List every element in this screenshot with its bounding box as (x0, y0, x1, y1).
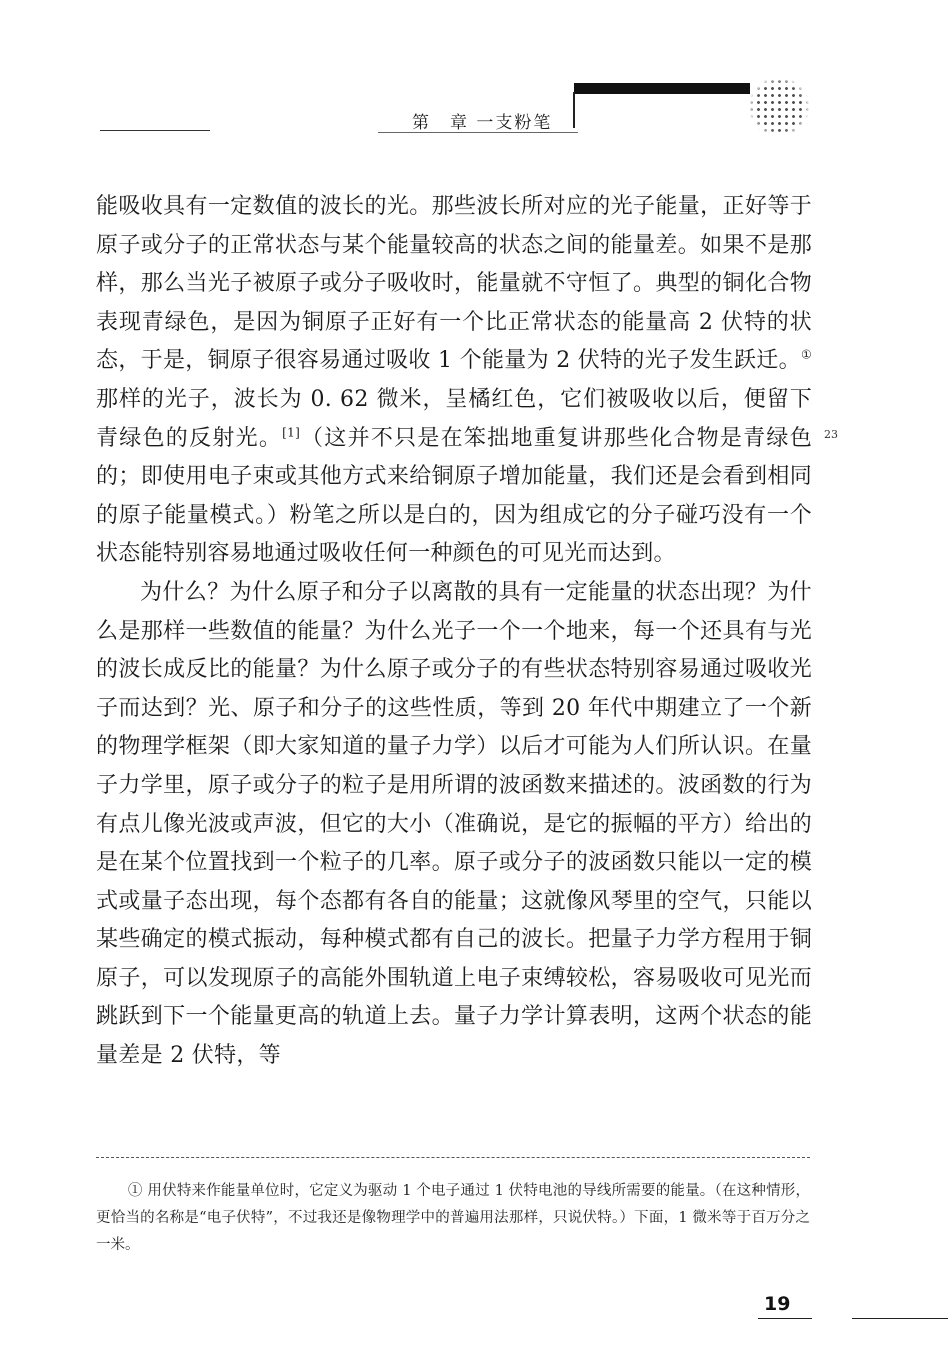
footnote (96, 1178, 810, 1259)
paragraph-1-part-b: 那样的光子，波长为 0. 62 微米，呈橘红色，它们被吸收以后，便留下青绿色的反射光。 (96, 386, 812, 451)
page-edge-rule (852, 1318, 948, 1319)
margin-page-number: 23 (824, 428, 838, 441)
footnote-text: ① 用伏特来作能量单位时，它定义为驱动 1 个电子通过 1 伏特电池的导线所需要的能量。（在这种情形，更恰当的名称是“电子伏特”，不过我还是像物理学中的普遍用法那样，只说伏特。）下面，1 微米等于百万分之一米。 (96, 1183, 810, 1253)
body-text (96, 188, 812, 1076)
page-number: 19 (764, 1293, 791, 1315)
paragraph-1-part-a: 能吸收具有一定数值的波长的光。那些波长所对应的光子能量，正好等于原子或分子的正常状态与某个能量较高的状态之间的能量差。如果不是那样，那么当光子被原子或分子吸收时，能量就不守恒了。典型的铜化合物表现青绿色，是因为铜原子正好有一个比正常状态的能量高 2 伏特的状态，于是，铜原子很容易通过吸收 1 个能量为 2 伏特的光子发生跃迁。 (96, 194, 812, 374)
paragraph-1-part-c: （这并不只是在笨拙地重复讲那些化合物是青绿色的；即使用电子束或其他方式来给铜原子增加能量，我们还是会看到相同的原子能量模式。）粉笔之所以是白的，因为组成它的分子碰巧没有一个状态能特别容易地通过吸收任何一种颜色的可见光而达到。 (96, 425, 812, 567)
footnote-separator (96, 1157, 810, 1158)
header-tick (573, 92, 575, 128)
paragraph-1 (96, 188, 812, 574)
chapter-title: 第 章 一支粉笔 (412, 113, 553, 133)
header-rule-left (100, 130, 210, 131)
header-ornament (748, 78, 810, 136)
header-bar (574, 83, 750, 94)
footnote-marker-2: [1] (282, 425, 301, 440)
paragraph-2: 为什么？为什么原子和分子以离散的具有一定能量的状态出现？为什么是那样一些数值的能量？为什么光子一个一个地来，每一个还具有与光的波长成反比的能量？为什么原子或分子的有些状态特别容易通过吸收光子而达到？光、原子和分子的这些性质，等到 20 年代中期建立了一个新的物理学框架（即大家知道的量子力学）以后才可能为人们所认识。在量子力学里，原子或分子的粒子是用所谓的波函数来描述的。波函数的行为有点儿像光波或声波，但它的大小（准确说，是它的振幅的平方）给出的是在某个位置找到一个粒子的几率。原子或分子的波函数只能以一定的模式或量子态出现，每个态都有各自的能量；这就像风琴里的空气，只能以某些确定的模式振动，每种模式都有自己的波长。把量子力学方程用于铜原子，可以发现原子的高能外围轨道上电子束缚较松，容易吸收可见光而跳跃到下一个能量更高的轨道上去。量子力学计算表明，这两个状态的能量差是 2 伏特，等 (96, 579, 812, 1069)
footnote-marker-1: ① (800, 348, 812, 363)
page-number-rule (758, 1318, 812, 1319)
